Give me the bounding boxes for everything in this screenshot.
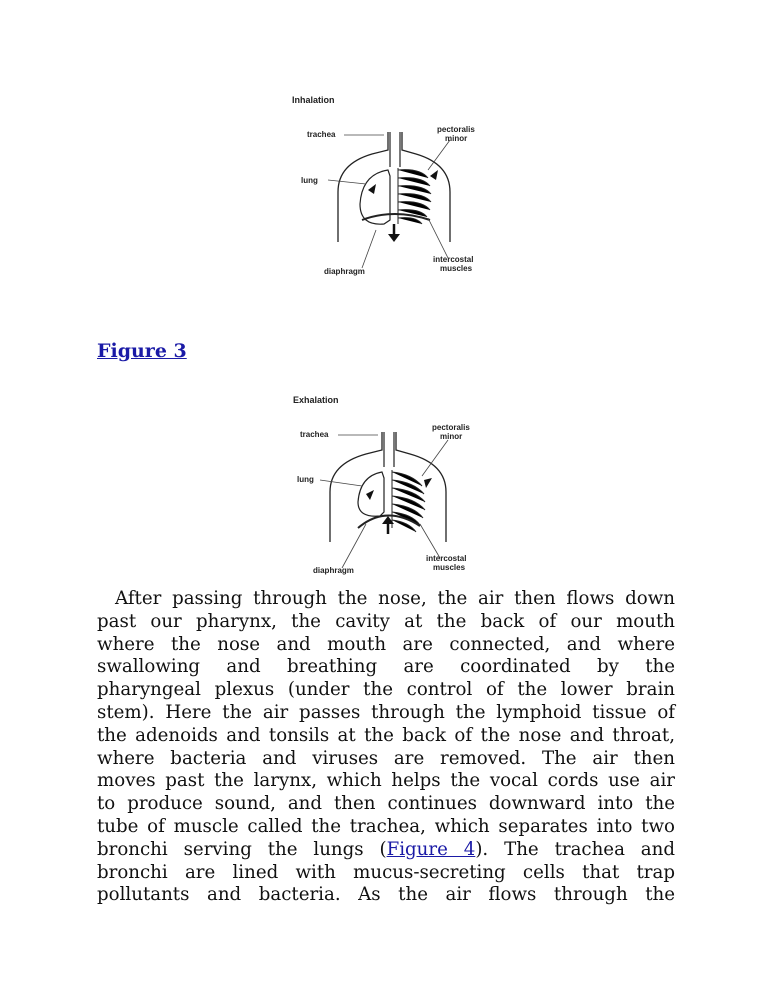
paragraph-line-with-link — [97, 839, 675, 862]
paragraph-line: moves past the larynx, which helps the vocal cords use air — [97, 770, 675, 792]
exhalation-label-minor: minor — [440, 432, 463, 441]
exhalation-label-lung: lung — [297, 475, 314, 484]
paragraph-line: past our pharynx, the cavity at the back of our mouth — [97, 610, 675, 632]
exhalation-figure — [280, 392, 510, 582]
paragraph-line: to produce sound, and then continues downward into the — [97, 793, 675, 815]
exhalation-label-trachea: trachea — [300, 430, 329, 439]
inhalation-label-muscles: muscles — [440, 264, 473, 273]
inhalation-label-intercostal: intercostal — [433, 255, 474, 264]
paragraph-line: the adenoids and tonsils at the back of the nose and throat, — [97, 724, 675, 746]
paragraph-line: pollutants and bacteria. As the air flows through the — [97, 884, 675, 906]
exhalation-label-diaphragm: diaphragm — [313, 566, 354, 575]
exhalation-diagram — [280, 392, 510, 582]
inhalation-diagram — [280, 92, 510, 282]
exhalation-title: Exhalation — [293, 395, 339, 405]
inhalation-label-lung: lung — [301, 176, 318, 185]
inhalation-title: Inhalation — [292, 95, 335, 105]
paragraph-line: pharyngeal plexus (under the control of the lower brain — [97, 679, 675, 701]
line-text-after-link: ). The trachea and — [475, 838, 675, 860]
paragraph-line: stem). Here the air passes through the lymphoid tissue of — [97, 701, 675, 723]
paragraph-line: After passing through the nose, the air then flows down — [115, 588, 675, 609]
body-paragraph — [97, 588, 675, 907]
inhalation-figure — [280, 92, 510, 282]
exhalation-label-muscles: muscles — [433, 563, 466, 572]
paragraph-line: where bacteria and viruses are removed. The air then — [97, 747, 675, 769]
paragraph-line: bronchi are lined with mucus-secreting cells that trap — [97, 861, 675, 883]
figure-4-link[interactable]: Figure 4 — [386, 838, 476, 860]
exhalation-label-pectoralis: pectoralis — [432, 423, 470, 432]
figure-3-link[interactable]: Figure 3 — [97, 340, 187, 362]
line-text-before-link: bronchi serving the lungs ( — [97, 838, 387, 860]
inhalation-label-pectoralis: pectoralis — [437, 125, 475, 134]
exhalation-label-intercostal: intercostal — [426, 554, 467, 563]
paragraph-line: tube of muscle called the trachea, which separates into two — [97, 815, 675, 837]
inhalation-label-minor: minor — [445, 134, 468, 143]
paragraph-line: swallowing and breathing are coordinated by the — [97, 656, 675, 678]
paragraph-line: where the nose and mouth are connected, and where — [97, 633, 675, 655]
inhalation-label-trachea: trachea — [307, 130, 336, 139]
inhalation-label-diaphragm: diaphragm — [324, 267, 365, 276]
